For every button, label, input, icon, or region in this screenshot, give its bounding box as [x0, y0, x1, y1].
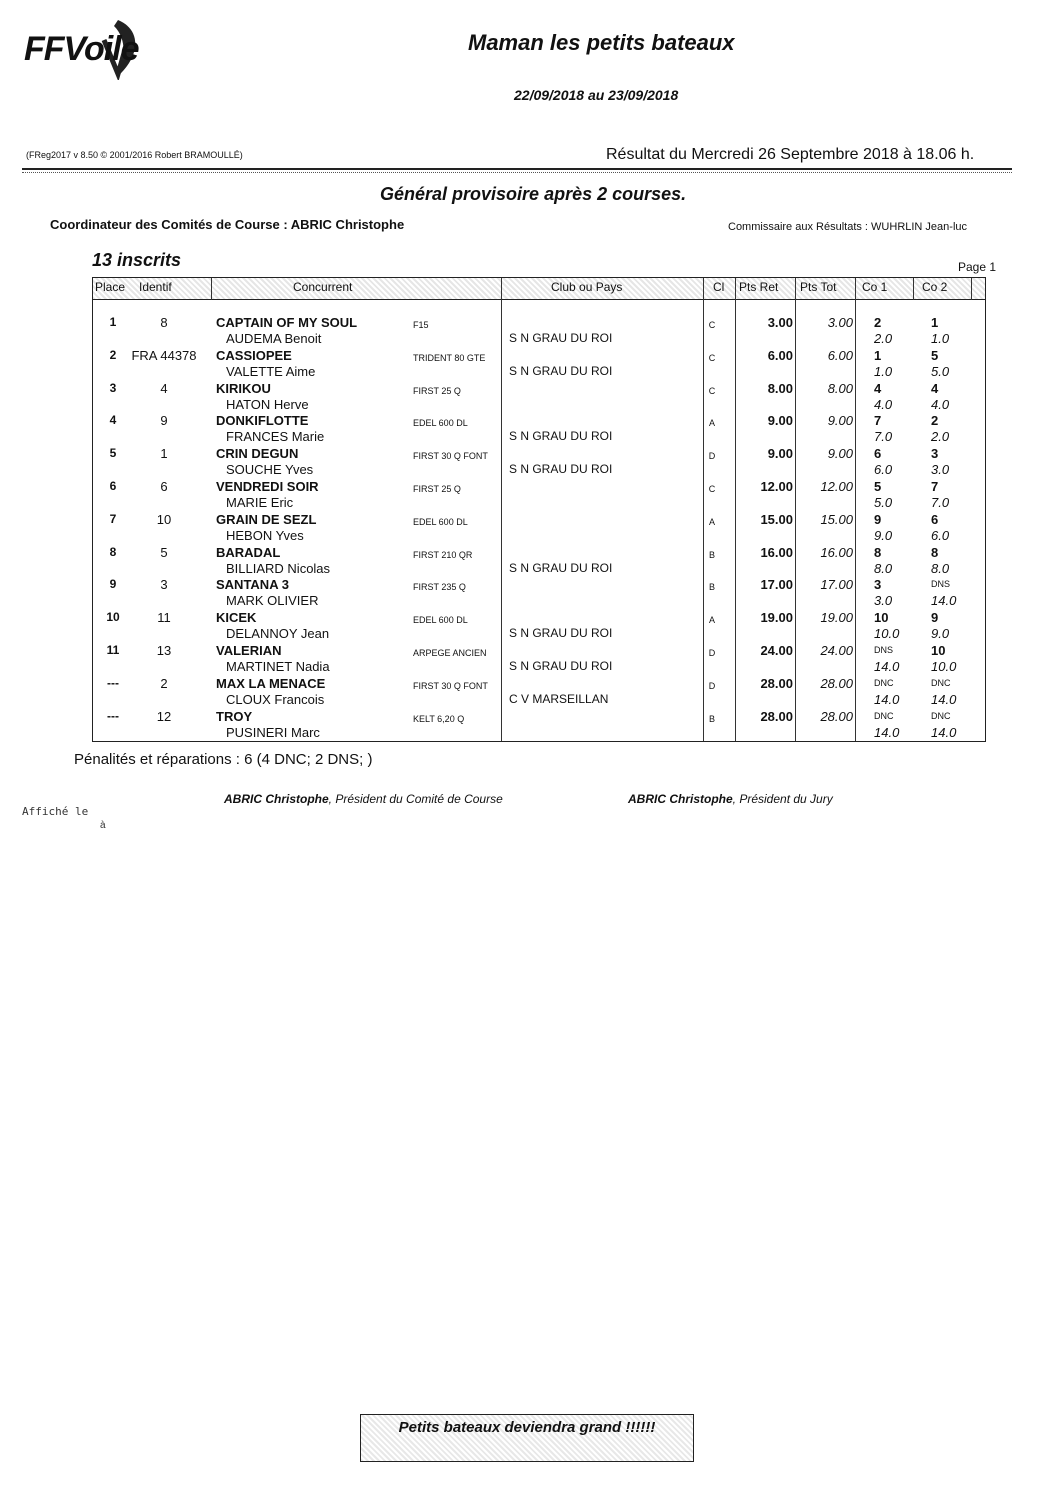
- cell-ret: 24.00: [760, 643, 793, 658]
- cell-skipper: DELANNOY Jean: [226, 626, 330, 642]
- signature-name: ABRIC Christophe: [224, 792, 329, 806]
- cell-place: ---: [107, 675, 119, 690]
- cell-id: 2: [160, 675, 168, 691]
- cell-tot: 28.00: [820, 675, 853, 691]
- cell-cl: D: [708, 648, 716, 658]
- cell-place: 3: [109, 380, 117, 395]
- cell-r2: DNS: [931, 579, 951, 590]
- page-number: Page 1: [958, 260, 997, 274]
- cell-tot: 17.00: [820, 577, 853, 593]
- cell-r1: 6: [874, 446, 882, 462]
- cell-r1: 3: [874, 577, 882, 593]
- cell-skipper: CLOUX Francois: [226, 691, 325, 707]
- cell-boat: CASSIOPEE: [216, 347, 292, 363]
- cell-place: 5: [109, 446, 117, 461]
- cell-type: EDEL 600 DL: [413, 418, 468, 429]
- software-credit: (FReg2017 v 8.50 © 2001/2016 Robert BRAMOULLÉ): [26, 150, 243, 160]
- cell-cl: B: [708, 582, 715, 593]
- posted-label: Affiché le: [22, 805, 89, 818]
- slogan-text: Petits bateaux deviendra grand !!!!!!: [398, 1419, 656, 1436]
- cell-type: FIRST 25 Q: [413, 484, 461, 494]
- cell-ret: 12.00: [760, 479, 793, 494]
- cell-r1: 2: [874, 315, 882, 330]
- cell-n1: 9.0: [874, 527, 893, 543]
- cell-club2: S N GRAU DU ROI: [509, 462, 613, 477]
- cell-n1: 5.0: [874, 495, 893, 510]
- cell-cl: A: [708, 516, 715, 527]
- cell-r2: 8: [931, 544, 939, 560]
- cell-place: 7: [109, 511, 117, 526]
- cell-n1: 14.0: [874, 724, 900, 740]
- cell-n1: 7.0: [874, 429, 893, 445]
- cell-type: FIRST 235 Q: [413, 582, 466, 593]
- cell-id: 1: [160, 446, 168, 462]
- cell-r1: 5: [874, 479, 882, 494]
- cell-club2: S N GRAU DU ROI: [509, 560, 613, 575]
- cell-tot: 28.00: [820, 708, 853, 724]
- cell-n2: 2.0: [931, 429, 950, 445]
- col-pts-tot: Pts Tot: [800, 280, 837, 294]
- cell-cl: D: [708, 451, 716, 462]
- cell-cl: B: [708, 713, 715, 724]
- cell-n2: 5.0: [931, 363, 950, 379]
- cell-r1: 1: [874, 347, 882, 363]
- cell-skipper: MARIE Eric: [226, 495, 294, 510]
- cell-skipper: SOUCHE Yves: [226, 462, 314, 478]
- cell-type: FIRST 30 Q FONT: [413, 451, 488, 462]
- cell-n1: 1.0: [874, 363, 893, 379]
- cell-skipper: VALETTE Aime: [226, 363, 316, 379]
- cell-skipper: AUDEMA Benoit: [226, 331, 322, 346]
- cell-n2: 10.0: [931, 659, 957, 674]
- cell-tot: 19.00: [820, 610, 853, 626]
- cell-id: 13: [156, 643, 172, 658]
- cell-cl: C: [708, 352, 716, 363]
- posted-at-label: à: [100, 820, 106, 831]
- cell-r2: DNC: [931, 677, 951, 688]
- cell-id: 5: [160, 544, 168, 560]
- cell-r2: 6: [931, 511, 939, 527]
- cell-ret: 9.00: [767, 413, 793, 429]
- col-divider: [971, 278, 972, 300]
- cell-cl: C: [708, 385, 716, 396]
- cell-place: 10: [106, 610, 120, 625]
- cell-place: ---: [107, 708, 119, 723]
- cell-boat: VENDREDI SOIR: [216, 479, 319, 494]
- cell-ret: 3.00: [767, 315, 793, 330]
- slogan-box: [360, 1414, 694, 1462]
- cell-r1: DNS: [874, 645, 894, 655]
- cell-r2: 3: [931, 446, 939, 462]
- cell-boat: KICEK: [216, 610, 257, 626]
- coordinator-line: Coordinateur des Comités de Course : ABRIC Christophe: [50, 217, 405, 232]
- cell-r2: 7: [931, 479, 939, 494]
- cell-skipper: FRANCES Marie: [226, 429, 325, 445]
- cell-id: 10: [156, 511, 172, 527]
- col-divider: [913, 278, 914, 300]
- cell-type: TRIDENT 80 GTE: [413, 352, 486, 363]
- cell-r2: DNC: [931, 710, 951, 721]
- cell-id: FRA 44378: [131, 347, 197, 363]
- cell-type: FIRST 25 Q: [413, 385, 461, 396]
- col-divider: [211, 278, 212, 300]
- cell-r1: DNC: [874, 710, 894, 721]
- cell-n2: 4.0: [931, 396, 950, 412]
- cell-n1: 3.0: [874, 593, 893, 609]
- cell-skipper: PUSINERI Marc: [226, 724, 320, 740]
- cell-tot: 12.00: [820, 479, 853, 494]
- cell-id: 12: [156, 708, 172, 724]
- cell-cl: C: [708, 320, 716, 330]
- cell-tot: 8.00: [827, 380, 853, 396]
- cell-r2: 1: [931, 315, 939, 330]
- cell-club2: S N GRAU DU ROI: [509, 363, 613, 378]
- header-divider: [22, 168, 1012, 170]
- cell-cl: A: [708, 615, 715, 626]
- cell-ret: 17.00: [760, 577, 793, 593]
- cell-r2: 9: [931, 610, 939, 626]
- cell-boat: VALERIAN: [216, 643, 282, 658]
- cell-type: FIRST 210 QR: [413, 549, 473, 560]
- cell-club2: S N GRAU DU ROI: [509, 429, 613, 444]
- cell-boat: MAX LA MENACE: [216, 675, 326, 691]
- cell-club2: S N GRAU DU ROI: [509, 659, 613, 673]
- cell-club2: C V MARSEILLAN: [509, 691, 609, 706]
- cell-boat: GRAIN DE SEZL: [216, 511, 317, 527]
- cell-id: 4: [160, 380, 168, 396]
- cell-skipper: BILLIARD Nicolas: [226, 560, 331, 576]
- logo-text: [24, 30, 139, 69]
- penalties-summary: Pénalités et réparations : 6 (4 DNC; 2 DNS; ): [74, 751, 373, 768]
- col-concurrent: Concurrent: [293, 280, 353, 294]
- cell-tot: 9.00: [827, 413, 853, 429]
- cell-ret: 19.00: [760, 610, 793, 626]
- cell-place: 4: [109, 413, 117, 428]
- cell-boat: CRIN DEGUN: [216, 446, 299, 462]
- cell-n2: 14.0: [931, 593, 957, 609]
- cell-r1: 8: [874, 544, 882, 560]
- cell-ret: 16.00: [760, 544, 793, 560]
- table-header: [93, 278, 985, 300]
- cell-tot: 3.00: [827, 315, 853, 330]
- cell-n2: 6.0: [931, 527, 950, 543]
- cell-cl: A: [708, 418, 715, 429]
- cell-n2: 14.0: [931, 724, 957, 740]
- cell-boat: CAPTAIN OF MY SOUL: [216, 315, 358, 330]
- cell-n1: 10.0: [874, 626, 900, 642]
- cell-boat: KIRIKOU: [216, 380, 271, 396]
- commissaire-line: Commissaire aux Résultats : WUHRLIN Jean-luc: [728, 221, 968, 233]
- col-cl: Cl: [713, 280, 725, 294]
- col-identif: Identif: [139, 280, 172, 294]
- cell-skipper: HATON Herve: [226, 396, 309, 412]
- cell-tot: 16.00: [820, 544, 853, 560]
- cell-place: 8: [109, 544, 117, 559]
- event-title: Maman les petits bateaux: [468, 30, 735, 55]
- cell-tot: 24.00: [820, 643, 853, 658]
- cell-n2: 8.0: [931, 560, 950, 576]
- cell-n2: 7.0: [931, 495, 950, 510]
- cell-r1: 9: [874, 511, 882, 527]
- cell-type: ARPEGE ANCIEN: [413, 648, 487, 658]
- col-co1: Co 1: [862, 280, 888, 294]
- cell-club2: S N GRAU DU ROI: [509, 626, 613, 641]
- cell-cl: D: [708, 680, 716, 691]
- cell-id: 6: [160, 479, 168, 494]
- result-timestamp: Résultat du Mercredi 26 Septembre 2018 à 18.06 h.: [606, 146, 975, 163]
- event-dates: 22/09/2018 au 23/09/2018: [514, 87, 679, 103]
- cell-r2: 2: [931, 413, 939, 429]
- cell-skipper: MARK OLIVIER: [226, 593, 319, 609]
- cell-skipper: MARTINET Nadia: [226, 659, 330, 674]
- col-divider: [703, 278, 704, 741]
- results-table: [92, 277, 986, 742]
- cell-ret: 8.00: [767, 380, 793, 396]
- col-co2: Co 2: [922, 280, 948, 294]
- cell-r2: 4: [931, 380, 939, 396]
- cell-r2: 5: [931, 347, 939, 363]
- cell-r1: 4: [874, 380, 882, 396]
- cell-place: 11: [106, 643, 120, 657]
- classement-title: Général provisoire après 2 courses.: [380, 184, 687, 204]
- signature-role: , Président du Jury: [732, 792, 833, 806]
- cell-tot: 15.00: [820, 511, 853, 527]
- cell-cl: B: [708, 549, 715, 560]
- col-pts-ret: Pts Ret: [739, 280, 779, 294]
- cell-ret: 28.00: [760, 675, 793, 691]
- cell-place: 6: [109, 479, 117, 493]
- logo-wordmark: FFVoile: [24, 30, 139, 68]
- signature-role: , Président du Comité de Course: [328, 792, 503, 806]
- cell-n1: 14.0: [874, 659, 900, 674]
- col-divider: [855, 278, 856, 741]
- cell-id: 11: [157, 610, 171, 626]
- cell-n2: 14.0: [931, 691, 957, 707]
- cell-place: 9: [109, 577, 117, 592]
- signature-jury: [628, 792, 833, 806]
- cell-n1: 2.0: [874, 331, 893, 346]
- cell-place: 1: [109, 315, 117, 329]
- cell-r2: 10: [931, 643, 946, 658]
- header-divider-dotted: [22, 172, 1012, 173]
- cell-r1: 10: [874, 610, 889, 626]
- cell-n1: 8.0: [874, 560, 893, 576]
- col-place: Place: [95, 280, 126, 294]
- cell-n2: 9.0: [931, 626, 950, 642]
- cell-type: EDEL 600 DL: [413, 615, 468, 626]
- cell-cl: C: [708, 484, 716, 494]
- cell-r1: DNC: [874, 677, 894, 688]
- cell-r1: 7: [874, 413, 882, 429]
- cell-boat: SANTANA 3: [216, 577, 289, 593]
- cell-id: 9: [160, 413, 168, 429]
- cell-club2: S N GRAU DU ROI: [509, 331, 613, 345]
- cell-ret: 15.00: [760, 511, 793, 527]
- cell-boat: DONKIFLOTTE: [216, 413, 309, 429]
- cell-skipper: HEBON Yves: [226, 527, 304, 543]
- cell-id: 3: [160, 577, 168, 593]
- cell-n1: 4.0: [874, 396, 893, 412]
- entries-count: 13 inscrits: [92, 250, 182, 270]
- cell-type: EDEL 600 DL: [413, 516, 468, 527]
- cell-ret: 28.00: [760, 708, 793, 724]
- cell-type: KELT 6,20 Q: [413, 713, 465, 724]
- cell-n1: 14.0: [874, 691, 900, 707]
- cell-type: FIRST 30 Q FONT: [413, 680, 488, 691]
- cell-n2: 3.0: [931, 462, 950, 478]
- cell-tot: 6.00: [827, 347, 853, 363]
- cell-n1: 6.0: [874, 462, 893, 478]
- cell-id: 8: [160, 315, 168, 330]
- col-divider: [501, 278, 502, 741]
- cell-type: F15: [413, 320, 429, 330]
- cell-place: 2: [109, 347, 117, 362]
- cell-tot: 9.00: [827, 446, 853, 462]
- cell-ret: 9.00: [767, 446, 793, 462]
- cell-ret: 6.00: [767, 347, 793, 363]
- signature-name: ABRIC Christophe: [628, 792, 733, 806]
- col-club: Club ou Pays: [551, 280, 623, 294]
- cell-boat: TROY: [216, 708, 253, 724]
- cell-boat: BARADAL: [216, 544, 281, 560]
- cell-n2: 1.0: [931, 331, 950, 346]
- signature-race-committee: [224, 792, 503, 806]
